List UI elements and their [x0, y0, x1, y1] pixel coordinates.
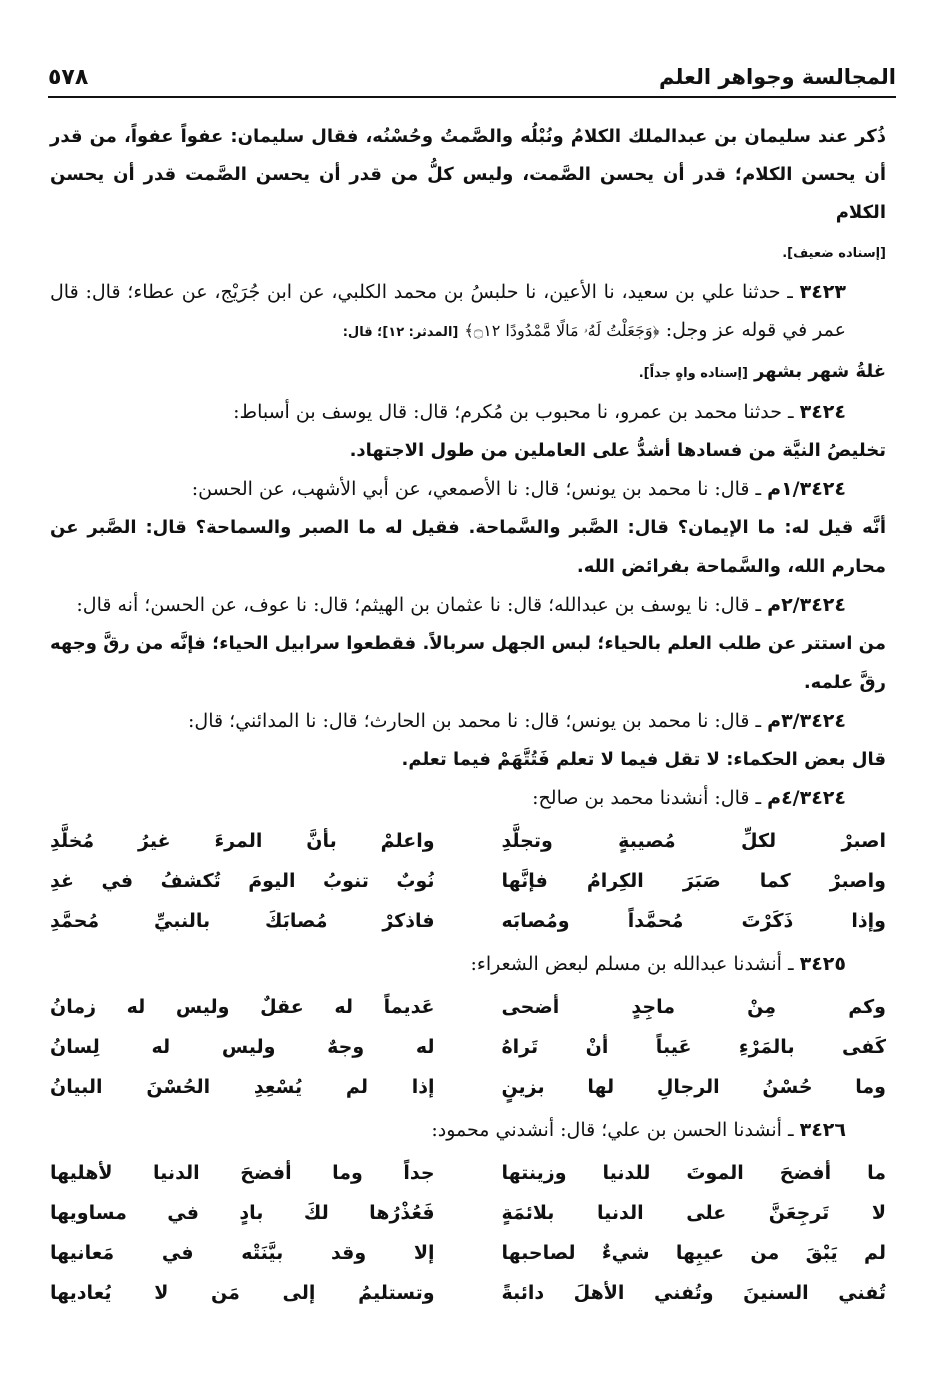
quote-text: غلةُ شهر بشهر [753, 361, 886, 382]
verse-second-hemistich: فاذكرْ مُصابَكَ بالنبيِّ مُحمَّدِ [50, 910, 435, 932]
poem-verse [50, 821, 886, 861]
entry-number: ٣٤٢٤ [799, 401, 846, 423]
poem-verse [50, 1193, 886, 1233]
verse-first-hemistich: لم يَبْقَ من عيبِها شيءٌ لصاحبها [501, 1242, 886, 1264]
verse-first-hemistich: اصبرْ لكلِّ مُصيبةٍ وتجلَّدِ [501, 830, 886, 852]
poem-3425 [50, 987, 886, 1107]
verse-first-hemistich: لا تَرجِعَنَّ على الدنيا بلائمَةٍ [501, 1202, 886, 1224]
quran-verse: ﴿وَجَعَلْتُ لَهُۥ مَالًا مَّمْدُودًا ۝١٢﴾ [464, 321, 660, 340]
verse-first-hemistich: وكم مِنْ ماجِدٍ أضحى [501, 996, 886, 1018]
entry-number: ٣/٣٤٢٤م [767, 710, 846, 732]
verse-second-hemistich: عَديماً له عقلٌ وليس له زمانُ [50, 996, 435, 1018]
poem-verse [50, 1027, 886, 1067]
verse-first-hemistich: واصبرْ كما صَبَرَ الكِرامُ فإنَّها [501, 870, 886, 892]
entry-3423 [50, 273, 886, 352]
verse-first-hemistich: تُفني السنينَ وتُفني الأهلَ دائبةً [501, 1282, 886, 1304]
intro-note: [إسناده ضعيف]. [782, 246, 886, 261]
verse-second-hemistich: نُوبٌ تنوبُ اليومَ تُكشفُ في غدِ [50, 870, 435, 892]
entry-3424-2 [50, 586, 886, 624]
entry-3424-1-quote [50, 508, 886, 586]
entry-number: ٣٤٢٦ [799, 1119, 846, 1141]
quote-text: من استتر عن طلب العلم بالحياء؛ لبس الجهل سربالاً. فقطعوا سرابيل الحياء؛ فإنَّه من رقَّ وجهه رقَّ علمه. [50, 633, 886, 693]
entry-3423-quote [50, 352, 886, 393]
poem-3426 [50, 1153, 886, 1313]
verse-second-hemistich: له وجهٌ وليس له لِسانُ [50, 1036, 435, 1058]
isnad-text: ـ قال: نا يوسف بن عبدالله؛ قال: نا عثمان بن الهيثم؛ قال: نا عوف، عن الحسن؛ أنه قال: [76, 594, 762, 616]
isnad-text: ـ حدثنا علي بن سعيد، نا الأعين، نا حلبسُ بن محمد الكلبي، عن ابن جُرَيْج، عن عطاء؛ قال: قال عمر في قوله عز وجل: [50, 281, 846, 341]
verse-second-hemistich: واعلمْ بأنَّ المرءَ غيرُ مُخلَّدِ [50, 830, 435, 852]
quote-text: تخليصُ النيَّة من فسادها أشدُّ على العاملين من طول الاجتهاد. [349, 440, 886, 461]
entry-3424-2-quote [50, 624, 886, 702]
poem-verse [50, 1067, 886, 1107]
poem-verse [50, 1233, 886, 1273]
poem-verse [50, 901, 886, 941]
entry-3424-quote [50, 431, 886, 470]
page-header [48, 58, 896, 98]
quran-reference: [المدثر: ١٢]؛ قال: [342, 325, 459, 340]
verse-second-hemistich: فَعُذْرُها لكَ بادٍ في مساويها [50, 1202, 435, 1224]
verse-first-hemistich: كَفى بالمَرْءِ عَيباً أنْ تَراهُ [501, 1036, 886, 1058]
poem-3424-4 [50, 821, 886, 941]
entry-number: ٤/٣٤٢٤م [767, 787, 846, 809]
poem-verse [50, 1153, 886, 1193]
verse-second-hemistich: إذا لم يُسْعِدِ الحُسْنَ البيانُ [50, 1076, 435, 1098]
isnad-text: ـ أنشدنا عبدالله بن مسلم لبعض الشعراء: [470, 953, 794, 975]
verse-second-hemistich: إلا وقد بيَّنَتْه في مَعانيها [50, 1242, 435, 1264]
entry-3426 [50, 1111, 886, 1149]
entry-number: ٣٤٢٥ [799, 953, 846, 975]
entry-3425 [50, 945, 886, 983]
running-title: المجالسة وجواهر العلم [659, 65, 896, 89]
isnad-text: ـ قال: نا محمد بن يونس؛ قال: نا محمد بن الحارث؛ قال: نا المدائني؛ قال: [188, 710, 762, 732]
entry-3424-3 [50, 702, 886, 740]
entry-number: ٣٤٢٣ [799, 281, 846, 303]
isnad-text: ـ قال: نا محمد بن يونس؛ قال: نا الأصمعي، عن أبي الأشهب، عن الحسن: [191, 478, 762, 500]
poem-verse [50, 861, 886, 901]
poem-verse [50, 1273, 886, 1313]
entry-number: ١/٣٤٢٤م [767, 478, 846, 500]
intro-text: ذُكر عند سليمان بن عبدالملك الكلامُ ونُبْلُه والصَّمتُ وحُسْنُه، فقال سليمان: عفواً عفواً، من قدر أن يحسن الكلام؛ قدر أن يحسن الصَّمت، وليس كلُّ من قدر أن يحسن الصَّمت قدر أن يحسن الكلام [50, 126, 886, 223]
paragraph-intro [50, 118, 886, 232]
page-number: ٥٧٨ [48, 64, 89, 90]
quote-text: أنَّه قيل له: ما الإيمان؟ قال: الصَّبر والسَّماحة. فقيل له ما الصبر والسماحة؟ قال: الصَّبر عن محارم الله، والسَّماحة بفرائض الله. [50, 517, 886, 577]
isnad-text: ـ حدثنا محمد بن عمرو، نا محبوب بن مُكرم؛ قال: قال يوسف بن أسباط: [233, 401, 794, 423]
verse-first-hemistich: ما أفضحَ الموتَ للدنيا وزينتها [501, 1162, 886, 1184]
verse-second-hemistich: وتستليمُ إلى مَن لا يُعاديها [50, 1282, 435, 1304]
verse-second-hemistich: جداً وما أفضحَ الدنيا لأهليها [50, 1162, 435, 1184]
entry-3424-4 [50, 779, 886, 817]
poem-verse [50, 987, 886, 1027]
entry-3424 [50, 393, 886, 431]
quote-text: قال بعض الحكماء: لا تقل فيما لا تعلم فَتُتَّهَمْ فيما تعلم. [401, 749, 886, 770]
isnad-text: ـ أنشدنا الحسن بن علي؛ قال: أنشدني محمود: [431, 1119, 794, 1141]
entry-3424-3-quote [50, 740, 886, 779]
intro-note-line [50, 232, 886, 273]
verse-first-hemistich: وما حُسْنُ الرجالِ لها بزينٍ [501, 1076, 886, 1098]
entry-3424-1 [50, 470, 886, 508]
isnad-text: ـ قال: أنشدنا محمد بن صالح: [532, 787, 762, 809]
verse-first-hemistich: وإذا ذَكَرْتَ مُحمَّداً ومُصابَه [501, 910, 886, 932]
grading-note: [إسناده واهٍ جداً]. [638, 366, 748, 381]
entry-number: ٢/٣٤٢٤م [767, 594, 846, 616]
page-body [50, 118, 886, 1317]
